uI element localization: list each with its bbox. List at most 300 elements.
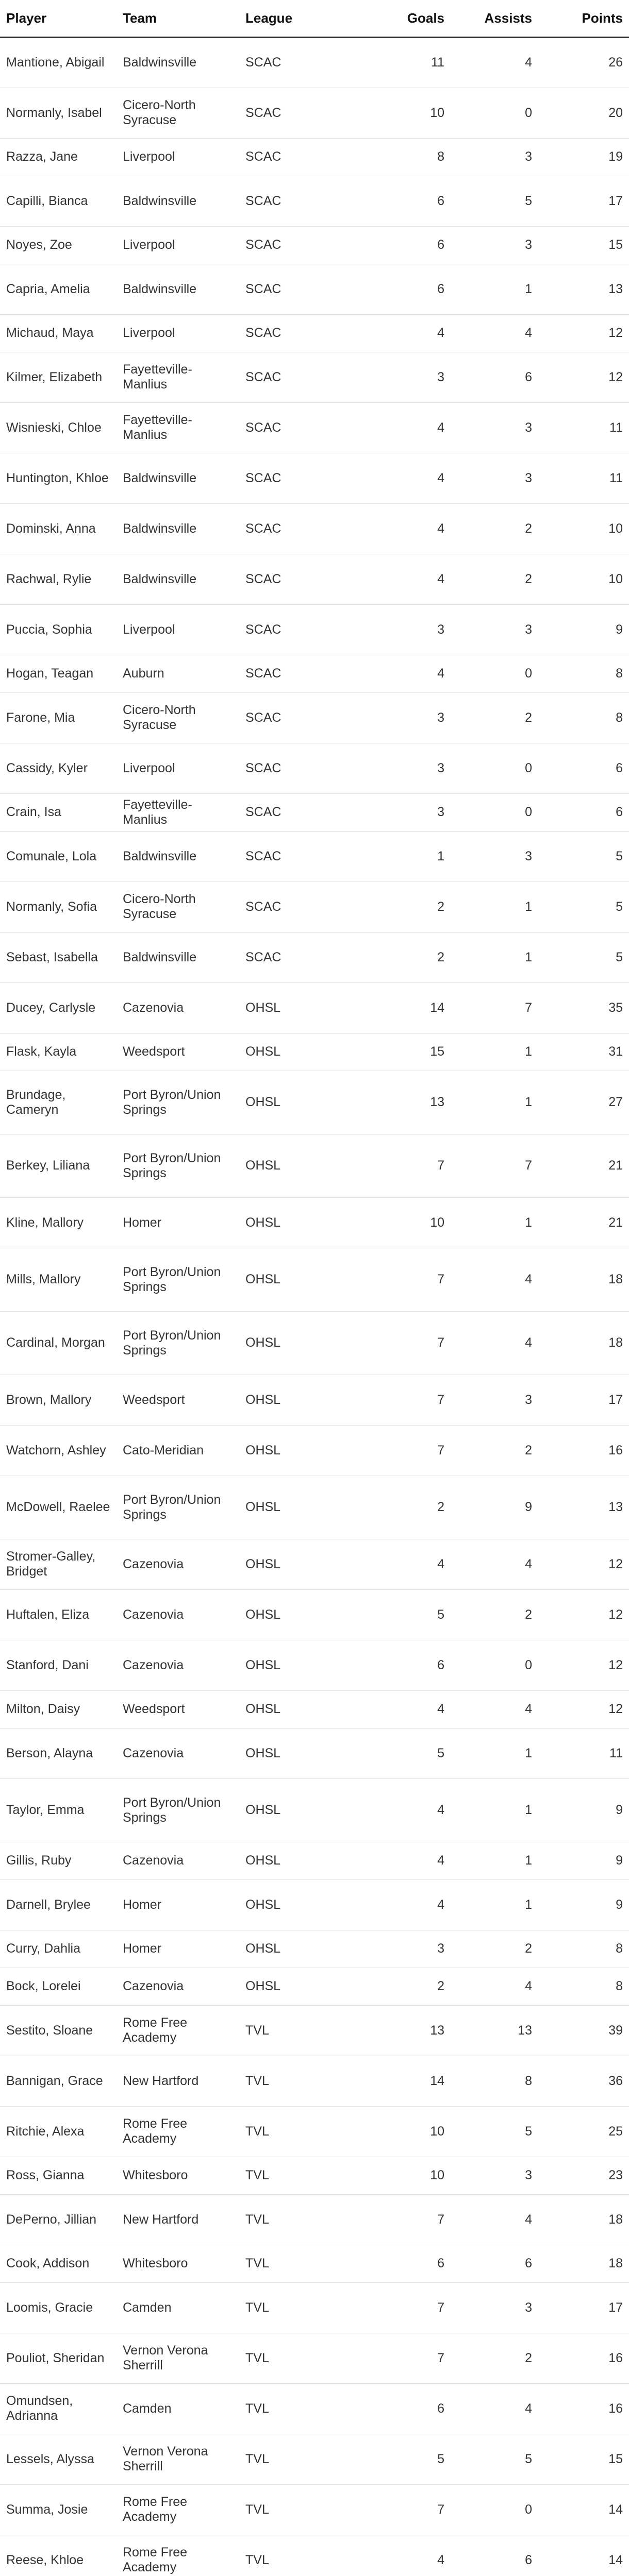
table-row <box>0 1197 629 1248</box>
goals-cell: 5 <box>363 1728 451 1778</box>
league-cell: OHSL <box>239 982 363 1033</box>
goals-cell: 4 <box>363 503 451 554</box>
assists-cell: 2 <box>451 1930 538 1968</box>
player-cell: Michaud, Maya <box>0 314 117 352</box>
assists-cell: 1 <box>451 264 538 314</box>
player-cell: Summa, Josie <box>0 2484 117 2535</box>
goals-cell: 14 <box>363 982 451 1033</box>
league-cell: OHSL <box>239 1640 363 1690</box>
team-cell: Port Byron/Union Springs <box>117 1071 239 1134</box>
player-cell: Lessels, Alyssa <box>0 2434 117 2484</box>
player-cell: Watchorn, Ashley <box>0 1425 117 1476</box>
table-row <box>0 2157 629 2194</box>
points-cell: 17 <box>538 2282 629 2333</box>
assists-cell: 4 <box>451 1690 538 1728</box>
player-cell: Kilmer, Elizabeth <box>0 352 117 402</box>
player-cell: Dominski, Anna <box>0 503 117 554</box>
goals-cell: 3 <box>363 692 451 743</box>
points-cell: 13 <box>538 1476 629 1539</box>
assists-cell: 4 <box>451 1248 538 1311</box>
assists-cell: 6 <box>451 2535 538 2576</box>
team-cell: Liverpool <box>117 226 239 264</box>
player-cell: Milton, Daisy <box>0 1690 117 1728</box>
league-cell: SCAC <box>239 226 363 264</box>
player-cell: Normanly, Isabel <box>0 88 117 138</box>
league-cell: OHSL <box>239 1033 363 1071</box>
table-row <box>0 1879 629 1930</box>
league-cell: OHSL <box>239 1930 363 1968</box>
assists-cell: 2 <box>451 554 538 604</box>
player-cell: Capilli, Bianca <box>0 176 117 226</box>
column-header-player[interactable]: Player <box>0 0 117 37</box>
team-cell: Camden <box>117 2282 239 2333</box>
table-row <box>0 402 629 453</box>
league-cell: SCAC <box>239 88 363 138</box>
player-cell: Sebast, Isabella <box>0 932 117 982</box>
table-row <box>0 743 629 793</box>
team-cell: Whitesboro <box>117 2157 239 2194</box>
goals-cell: 11 <box>363 37 451 88</box>
league-cell: TVL <box>239 2157 363 2194</box>
table-row <box>0 138 629 176</box>
goals-cell: 3 <box>363 793 451 831</box>
goals-cell: 14 <box>363 2056 451 2106</box>
team-cell: Cicero-North Syracuse <box>117 88 239 138</box>
table-row <box>0 655 629 692</box>
assists-cell: 1 <box>451 882 538 932</box>
league-cell: SCAC <box>239 793 363 831</box>
goals-cell: 6 <box>363 176 451 226</box>
points-cell: 12 <box>538 1690 629 1728</box>
league-cell: SCAC <box>239 402 363 453</box>
points-cell: 23 <box>538 2157 629 2194</box>
goals-cell: 5 <box>363 2434 451 2484</box>
goals-cell: 4 <box>363 1539 451 1589</box>
assists-cell: 1 <box>451 1728 538 1778</box>
column-header-assists[interactable]: Assists <box>451 0 538 37</box>
assists-cell: 0 <box>451 88 538 138</box>
goals-cell: 2 <box>363 1476 451 1539</box>
team-cell: Port Byron/Union Springs <box>117 1248 239 1311</box>
points-cell: 15 <box>538 226 629 264</box>
goals-cell: 10 <box>363 88 451 138</box>
player-cell: Farone, Mia <box>0 692 117 743</box>
player-cell: Gillis, Ruby <box>0 1842 117 1879</box>
goals-cell: 4 <box>363 1778 451 1842</box>
goals-cell: 13 <box>363 1071 451 1134</box>
team-cell: Cazenovia <box>117 982 239 1033</box>
player-cell: Ritchie, Alexa <box>0 2106 117 2157</box>
assists-cell: 2 <box>451 503 538 554</box>
league-cell: SCAC <box>239 882 363 932</box>
assists-cell: 4 <box>451 2383 538 2434</box>
team-cell: Baldwinsville <box>117 37 239 88</box>
table-row <box>0 352 629 402</box>
assists-cell: 5 <box>451 176 538 226</box>
assists-cell: 8 <box>451 2056 538 2106</box>
player-cell: Hogan, Teagan <box>0 655 117 692</box>
league-cell: SCAC <box>239 503 363 554</box>
league-cell: TVL <box>239 2282 363 2333</box>
goals-cell: 15 <box>363 1033 451 1071</box>
goals-cell: 6 <box>363 264 451 314</box>
goals-cell: 3 <box>363 604 451 655</box>
player-cell: Huntington, Khloe <box>0 453 117 503</box>
player-cell: Brundage, Cameryn <box>0 1071 117 1134</box>
league-cell: OHSL <box>239 1476 363 1539</box>
assists-cell: 4 <box>451 1968 538 2005</box>
goals-cell: 7 <box>363 1311 451 1375</box>
team-cell: Liverpool <box>117 604 239 655</box>
player-cell: Berson, Alayna <box>0 1728 117 1778</box>
table-row <box>0 554 629 604</box>
league-cell: OHSL <box>239 1690 363 1728</box>
points-cell: 8 <box>538 655 629 692</box>
assists-cell: 1 <box>451 1033 538 1071</box>
player-cell: Darnell, Brylee <box>0 1879 117 1930</box>
player-cell: Crain, Isa <box>0 793 117 831</box>
goals-cell: 6 <box>363 2245 451 2282</box>
team-cell: New Hartford <box>117 2056 239 2106</box>
assists-cell: 2 <box>451 1589 538 1640</box>
points-cell: 18 <box>538 1248 629 1311</box>
player-cell: Brown, Mallory <box>0 1375 117 1425</box>
league-cell: SCAC <box>239 743 363 793</box>
points-cell: 15 <box>538 2434 629 2484</box>
league-cell: OHSL <box>239 1539 363 1589</box>
team-cell: Vernon Verona Sherrill <box>117 2434 239 2484</box>
team-cell: Liverpool <box>117 743 239 793</box>
points-cell: 16 <box>538 1425 629 1476</box>
table-row <box>0 1778 629 1842</box>
league-cell: TVL <box>239 2056 363 2106</box>
player-cell: Curry, Dahlia <box>0 1930 117 1968</box>
table-row <box>0 2484 629 2535</box>
assists-cell: 7 <box>451 982 538 1033</box>
points-cell: 17 <box>538 1375 629 1425</box>
points-cell: 9 <box>538 1879 629 1930</box>
points-cell: 18 <box>538 2194 629 2245</box>
league-cell: OHSL <box>239 1197 363 1248</box>
goals-cell: 2 <box>363 882 451 932</box>
player-cell: Berkey, Liliana <box>0 1134 117 1197</box>
team-cell: Baldwinsville <box>117 831 239 882</box>
column-header-team[interactable]: Team <box>117 0 239 37</box>
team-cell: Weedsport <box>117 1033 239 1071</box>
goals-cell: 6 <box>363 2383 451 2434</box>
points-cell: 27 <box>538 1071 629 1134</box>
table-row <box>0 793 629 831</box>
points-cell: 6 <box>538 743 629 793</box>
player-cell: McDowell, Raelee <box>0 1476 117 1539</box>
points-cell: 26 <box>538 37 629 88</box>
player-cell: Flask, Kayla <box>0 1033 117 1071</box>
goals-cell: 7 <box>363 2194 451 2245</box>
player-cell: Puccia, Sophia <box>0 604 117 655</box>
assists-cell: 3 <box>451 402 538 453</box>
goals-cell: 10 <box>363 2106 451 2157</box>
player-cell: Capria, Amelia <box>0 264 117 314</box>
column-header-points[interactable]: Points <box>538 0 629 37</box>
table-row <box>0 2245 629 2282</box>
goals-cell: 4 <box>363 314 451 352</box>
table-row <box>0 1476 629 1539</box>
table-row <box>0 314 629 352</box>
player-cell: Huftalen, Eliza <box>0 1589 117 1640</box>
table-row <box>0 176 629 226</box>
league-cell: SCAC <box>239 138 363 176</box>
points-cell: 11 <box>538 402 629 453</box>
goals-cell: 7 <box>363 2282 451 2333</box>
points-cell: 19 <box>538 138 629 176</box>
league-cell: OHSL <box>239 1589 363 1640</box>
assists-cell: 1 <box>451 1197 538 1248</box>
assists-cell: 2 <box>451 2333 538 2383</box>
player-cell: Cassidy, Kyler <box>0 743 117 793</box>
player-cell: Stanford, Dani <box>0 1640 117 1690</box>
player-cell: Bock, Lorelei <box>0 1968 117 2005</box>
assists-cell: 2 <box>451 692 538 743</box>
assists-cell: 1 <box>451 1842 538 1879</box>
table-row <box>0 604 629 655</box>
assists-cell: 4 <box>451 37 538 88</box>
table-row <box>0 503 629 554</box>
table-row <box>0 1968 629 2005</box>
goals-cell: 7 <box>363 2484 451 2535</box>
league-cell: OHSL <box>239 1134 363 1197</box>
goals-cell: 3 <box>363 1930 451 1968</box>
player-cell: Mantione, Abigail <box>0 37 117 88</box>
goals-cell: 6 <box>363 1640 451 1690</box>
player-cell: Cardinal, Morgan <box>0 1311 117 1375</box>
table-row <box>0 932 629 982</box>
team-cell: Homer <box>117 1197 239 1248</box>
league-cell: SCAC <box>239 264 363 314</box>
column-header-goals[interactable]: Goals <box>363 0 451 37</box>
goals-cell: 4 <box>363 1690 451 1728</box>
table-row <box>0 2005 629 2056</box>
league-cell: OHSL <box>239 1842 363 1879</box>
goals-cell: 5 <box>363 1589 451 1640</box>
team-cell: Cazenovia <box>117 1728 239 1778</box>
points-cell: 21 <box>538 1134 629 1197</box>
player-cell: Ducey, Carlysle <box>0 982 117 1033</box>
team-cell: Baldwinsville <box>117 503 239 554</box>
points-cell: 10 <box>538 554 629 604</box>
team-cell: Liverpool <box>117 138 239 176</box>
header-row <box>0 0 629 37</box>
team-cell: New Hartford <box>117 2194 239 2245</box>
table-row <box>0 1071 629 1134</box>
points-cell: 39 <box>538 2005 629 2056</box>
points-cell: 9 <box>538 1842 629 1879</box>
assists-cell: 1 <box>451 1778 538 1842</box>
team-cell: Rome Free Academy <box>117 2005 239 2056</box>
table-row <box>0 2056 629 2106</box>
table-row <box>0 88 629 138</box>
player-cell: Comunale, Lola <box>0 831 117 882</box>
points-cell: 35 <box>538 982 629 1033</box>
table-row <box>0 2535 629 2576</box>
team-cell: Cicero-North Syracuse <box>117 692 239 743</box>
points-cell: 12 <box>538 314 629 352</box>
team-cell: Liverpool <box>117 314 239 352</box>
assists-cell: 3 <box>451 1375 538 1425</box>
assists-cell: 4 <box>451 1311 538 1375</box>
column-header-league[interactable]: League <box>239 0 363 37</box>
player-cell: Taylor, Emma <box>0 1778 117 1842</box>
goals-cell: 4 <box>363 453 451 503</box>
points-cell: 11 <box>538 1728 629 1778</box>
assists-cell: 9 <box>451 1476 538 1539</box>
league-cell: OHSL <box>239 1968 363 2005</box>
assists-cell: 5 <box>451 2106 538 2157</box>
assists-cell: 3 <box>451 604 538 655</box>
team-cell: Baldwinsville <box>117 932 239 982</box>
league-cell: TVL <box>239 2434 363 2484</box>
table-row <box>0 1589 629 1640</box>
assists-cell: 1 <box>451 1071 538 1134</box>
goals-cell: 4 <box>363 655 451 692</box>
table-header <box>0 0 629 37</box>
points-cell: 18 <box>538 2245 629 2282</box>
player-cell: Wisnieski, Chloe <box>0 402 117 453</box>
league-cell: TVL <box>239 2106 363 2157</box>
goals-cell: 4 <box>363 1879 451 1930</box>
player-cell: Stromer-Galley, Bridget <box>0 1539 117 1589</box>
points-cell: 11 <box>538 453 629 503</box>
assists-cell: 6 <box>451 2245 538 2282</box>
assists-cell: 7 <box>451 1134 538 1197</box>
table-row <box>0 2282 629 2333</box>
goals-cell: 2 <box>363 932 451 982</box>
points-cell: 6 <box>538 793 629 831</box>
goals-cell: 13 <box>363 2005 451 2056</box>
assists-cell: 2 <box>451 1425 538 1476</box>
player-cell: DePerno, Jillian <box>0 2194 117 2245</box>
points-cell: 13 <box>538 264 629 314</box>
assists-cell: 4 <box>451 1539 538 1589</box>
player-cell: Rachwal, Rylie <box>0 554 117 604</box>
assists-cell: 0 <box>451 1640 538 1690</box>
team-cell: Auburn <box>117 655 239 692</box>
goals-cell: 6 <box>363 226 451 264</box>
assists-cell: 0 <box>451 793 538 831</box>
table-row <box>0 1728 629 1778</box>
assists-cell: 3 <box>451 138 538 176</box>
table-body <box>0 37 629 2576</box>
table-row <box>0 1425 629 1476</box>
points-cell: 17 <box>538 176 629 226</box>
assists-cell: 3 <box>451 831 538 882</box>
league-cell: SCAC <box>239 453 363 503</box>
table-row <box>0 1311 629 1375</box>
player-cell: Pouliot, Sheridan <box>0 2333 117 2383</box>
assists-cell: 0 <box>451 743 538 793</box>
goals-cell: 7 <box>363 1425 451 1476</box>
league-cell: OHSL <box>239 1311 363 1375</box>
points-cell: 5 <box>538 932 629 982</box>
league-cell: OHSL <box>239 1375 363 1425</box>
league-cell: TVL <box>239 2484 363 2535</box>
assists-cell: 13 <box>451 2005 538 2056</box>
player-cell: Bannigan, Grace <box>0 2056 117 2106</box>
player-cell: Noyes, Zoe <box>0 226 117 264</box>
player-cell: Ross, Gianna <box>0 2157 117 2194</box>
points-cell: 14 <box>538 2535 629 2576</box>
player-cell: Normanly, Sofia <box>0 882 117 932</box>
table-row <box>0 2434 629 2484</box>
player-cell: Kline, Mallory <box>0 1197 117 1248</box>
team-cell: Whitesboro <box>117 2245 239 2282</box>
table-row <box>0 2106 629 2157</box>
player-cell: Sestito, Sloane <box>0 2005 117 2056</box>
points-cell: 21 <box>538 1197 629 1248</box>
table-row <box>0 1248 629 1311</box>
assists-cell: 3 <box>451 453 538 503</box>
team-cell: Port Byron/Union Springs <box>117 1134 239 1197</box>
team-cell: Cazenovia <box>117 1968 239 2005</box>
table-row <box>0 692 629 743</box>
assists-cell: 3 <box>451 226 538 264</box>
league-cell: SCAC <box>239 692 363 743</box>
league-cell: TVL <box>239 2245 363 2282</box>
points-cell: 18 <box>538 1311 629 1375</box>
goals-cell: 4 <box>363 554 451 604</box>
league-cell: OHSL <box>239 1728 363 1778</box>
assists-cell: 0 <box>451 655 538 692</box>
goals-cell: 10 <box>363 2157 451 2194</box>
league-cell: SCAC <box>239 655 363 692</box>
team-cell: Baldwinsville <box>117 176 239 226</box>
team-cell: Cazenovia <box>117 1539 239 1589</box>
league-cell: SCAC <box>239 37 363 88</box>
league-cell: OHSL <box>239 1425 363 1476</box>
goals-cell: 7 <box>363 1375 451 1425</box>
points-cell: 9 <box>538 604 629 655</box>
league-cell: SCAC <box>239 176 363 226</box>
player-cell: Reese, Khloe <box>0 2535 117 2576</box>
goals-cell: 1 <box>363 831 451 882</box>
team-cell: Baldwinsville <box>117 453 239 503</box>
goals-cell: 2 <box>363 1968 451 2005</box>
league-cell: SCAC <box>239 831 363 882</box>
table-row <box>0 1375 629 1425</box>
table-row <box>0 1690 629 1728</box>
team-cell: Vernon Verona Sherrill <box>117 2333 239 2383</box>
assists-cell: 1 <box>451 932 538 982</box>
assists-cell: 3 <box>451 2282 538 2333</box>
team-cell: Cazenovia <box>117 1640 239 1690</box>
points-cell: 8 <box>538 692 629 743</box>
assists-cell: 6 <box>451 352 538 402</box>
league-cell: TVL <box>239 2005 363 2056</box>
player-cell: Cook, Addison <box>0 2245 117 2282</box>
points-cell: 8 <box>538 1968 629 2005</box>
team-cell: Fayetteville-Manlius <box>117 402 239 453</box>
assists-cell: 4 <box>451 314 538 352</box>
goals-cell: 4 <box>363 402 451 453</box>
table-row <box>0 37 629 88</box>
points-cell: 12 <box>538 1539 629 1589</box>
team-cell: Port Byron/Union Springs <box>117 1476 239 1539</box>
points-cell: 12 <box>538 1589 629 1640</box>
league-cell: SCAC <box>239 932 363 982</box>
points-cell: 14 <box>538 2484 629 2535</box>
table-row <box>0 1033 629 1071</box>
league-cell: OHSL <box>239 1071 363 1134</box>
points-cell: 5 <box>538 831 629 882</box>
